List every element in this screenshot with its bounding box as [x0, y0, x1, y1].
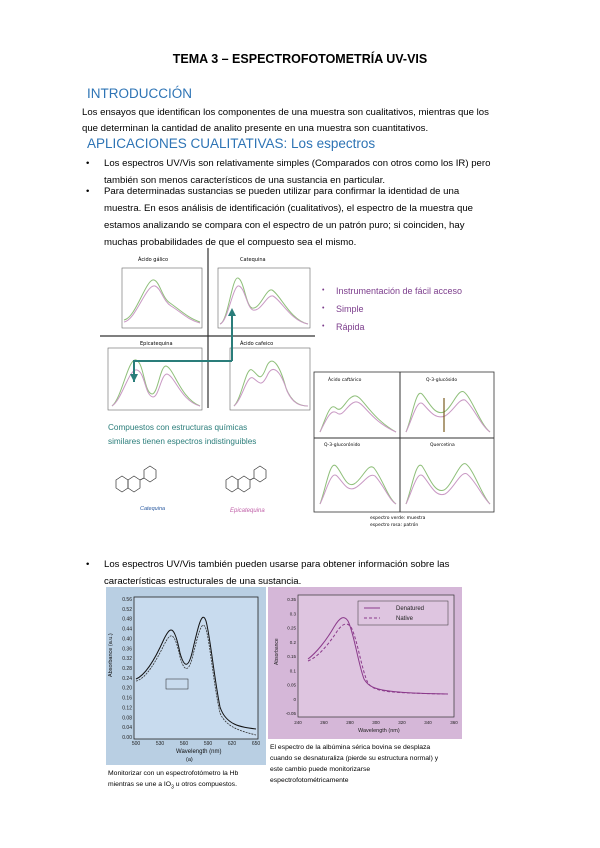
- feature-2: Simple: [336, 304, 364, 314]
- x-tick-label: 260: [320, 720, 328, 725]
- intro-line-2: que determinan la cantidad de analito presente en una muestra son cuantitativos.: [82, 122, 429, 134]
- note-line-2: similares tienen espectros indistinguibles: [108, 437, 257, 446]
- bullet-icon: •: [86, 158, 90, 169]
- mol-label-catequina: Catequina: [140, 506, 166, 512]
- y-tick-label: 0.44: [122, 626, 132, 633]
- y-tick-label: 0.52: [122, 606, 132, 613]
- y-tick-label: 0.32: [122, 656, 132, 663]
- x-tick-label: 530: [155, 741, 165, 747]
- hb-y-label: Absorbance (a.u.): [108, 633, 114, 677]
- bullet-icon: •: [86, 559, 90, 570]
- x-tick-label: 300: [372, 720, 380, 725]
- y-tick-label: 0.2: [289, 639, 296, 645]
- bullet-1-line-1: Los espectros UV/Vis son relativamente simples (Comparados con otros como los IR) pero: [104, 158, 491, 169]
- y-tick-label: 0.15: [287, 654, 296, 659]
- y-tick-label: 0.1: [289, 668, 296, 674]
- bullet-icon: •: [86, 186, 90, 197]
- feature-bullet-2: •: [322, 305, 325, 312]
- feature-1: Instrumentación de fácil acceso: [336, 286, 463, 296]
- panel-title-2: Catequina: [240, 257, 266, 263]
- hb-absorbance-figure: [106, 587, 266, 765]
- bullet-3-line-1: Los espectros UV/Vis también pueden usarse para obtener información sobre las: [104, 559, 450, 570]
- y-tick-label: 0.04: [122, 725, 132, 732]
- y-tick-label: 0.36: [122, 646, 132, 653]
- applications-heading: APLICACIONES CUALITATIVAS: Los espectros: [87, 136, 376, 151]
- mol-label-epicatequina: Epicatequina: [230, 508, 265, 514]
- y-tick-label: 0.00: [122, 735, 132, 741]
- hb-caption-line-2-text: mientras se une a IO: [108, 781, 172, 788]
- right-spectra-grid: [314, 372, 494, 512]
- y-tick-label: 0.35: [287, 597, 296, 602]
- bullet-item-3: [86, 556, 530, 590]
- bsa-caption: [270, 742, 470, 786]
- x-tick-label: 340: [424, 720, 432, 725]
- page-title: TEMA 3 – ESPECTROFOTOMETRÍA UV-VIS: [172, 52, 428, 66]
- y-tick-label: 0.20: [122, 685, 132, 692]
- hb-caption-line-2-end: u otros compuestos.: [173, 781, 237, 788]
- y-tick-label: 0.24: [122, 675, 132, 682]
- intro-heading: INTRODUCCIÓN: [87, 86, 192, 101]
- hb-caption-line-2: [108, 779, 278, 793]
- bsa-caption-line-1: El espectro de la albúmina sérica bovina se desplaza: [270, 744, 431, 751]
- x-tick-label: 560: [179, 741, 189, 747]
- bullet-1-line-2: también son menos característicos de una sustancia en particular.: [104, 175, 386, 186]
- right-panel-title-2: Q-3-glucósido: [426, 378, 458, 383]
- hb-caption: [108, 768, 278, 793]
- feature-bullet-1: •: [322, 287, 325, 294]
- bsa-caption-line-4: espectrofotométricamente: [270, 777, 349, 784]
- hb-caption-line-1: Monitorizar con un espectrofotómetro la Hb: [108, 770, 239, 777]
- panel-title-4: Ácido cafeico: [240, 341, 274, 347]
- bsa-caption-line-3: este cambio puede monitorizarse: [270, 766, 371, 773]
- legend-native: Native: [396, 616, 414, 622]
- legend-denatured: Denatured: [396, 606, 425, 612]
- legend-line-2: espectro rosa: patrón: [370, 523, 419, 528]
- y-tick-label: 0.3: [289, 611, 296, 617]
- bullet-2-line-4: muchas probabilidades de que el compuesto sea el mismo.: [104, 237, 357, 248]
- y-tick-label: 0.48: [122, 616, 132, 623]
- feature-3: Rápida: [336, 322, 365, 332]
- x-tick-label: 650: [251, 741, 261, 747]
- hb-panel-label: (a): [186, 757, 193, 763]
- panel-title-3: Epicatequina: [140, 341, 173, 347]
- y-tick-label: 0.28: [122, 666, 132, 672]
- y-tick-label: -0.05: [285, 711, 296, 716]
- x-tick-label: 240: [294, 720, 302, 725]
- y-tick-label: 0.25: [287, 625, 296, 631]
- x-tick-label: 280: [346, 720, 354, 725]
- bullet-item-2: [86, 183, 530, 251]
- x-tick-label: 320: [398, 720, 406, 725]
- bsa-x-label: Wavelength (nm): [358, 728, 400, 734]
- y-tick-label: 0.05: [287, 682, 296, 688]
- x-tick-label: 590: [203, 741, 213, 747]
- y-tick-label: 0.16: [122, 695, 132, 702]
- panel-title-1: Ácido gálico: [138, 257, 169, 263]
- y-tick-label: 0: [293, 696, 296, 702]
- x-tick-label: 620: [227, 741, 237, 747]
- y-tick-label: 0.12: [122, 705, 132, 712]
- bsa-absorbance-figure: [268, 587, 462, 739]
- y-axis-ticks: [122, 597, 132, 741]
- y-tick-label: 0.40: [122, 636, 132, 643]
- bullet-2-line-2: muestra. En esos análisis de identificación (cualitativos), el espectro de la muestra que: [104, 203, 474, 214]
- feature-bullet-3: •: [322, 323, 325, 330]
- x-tick-label: 360: [450, 720, 458, 725]
- bullet-2-line-1: Para determinadas sustancias se pueden utilizar para confirmar la identidad de una: [104, 186, 460, 197]
- right-panel-title-4: Quercetina: [430, 443, 455, 448]
- y-tick-label: 0.08: [122, 715, 132, 722]
- y-tick-label: 0.56: [122, 597, 132, 603]
- spectra-comparison-figure: [100, 248, 500, 530]
- bullet-3-line-2: características estructurales de una sustancia.: [104, 576, 302, 587]
- right-panel-title-1: Ácido caftárico: [328, 378, 362, 383]
- hb-legend-box: [166, 679, 188, 689]
- x-tick-label: 500: [131, 741, 141, 747]
- hb-x-label: Wavelength (nm): [176, 749, 222, 755]
- intro-line-1: Los ensayos que identifican los componentes de una muestra son cualitativos, mientras que los: [82, 107, 489, 118]
- intro-paragraph: [82, 105, 542, 136]
- bullet-2-line-3: estamos analizando se compara con el espectro de un patrón puro; si coinciden, hay: [104, 220, 465, 231]
- bsa-y-label: Absorbance: [274, 638, 280, 665]
- right-panel-title-3: Q-3-glucorónido: [324, 443, 361, 448]
- note-line-1: Compuestos con estructuras químicas: [108, 423, 248, 432]
- legend-line-1: espectro verde: muestra: [370, 516, 426, 521]
- bsa-caption-line-2: cuando se desnaturaliza (pierde su estructura normal) y: [270, 755, 439, 762]
- hb-caption-subscript: 3: [171, 784, 174, 791]
